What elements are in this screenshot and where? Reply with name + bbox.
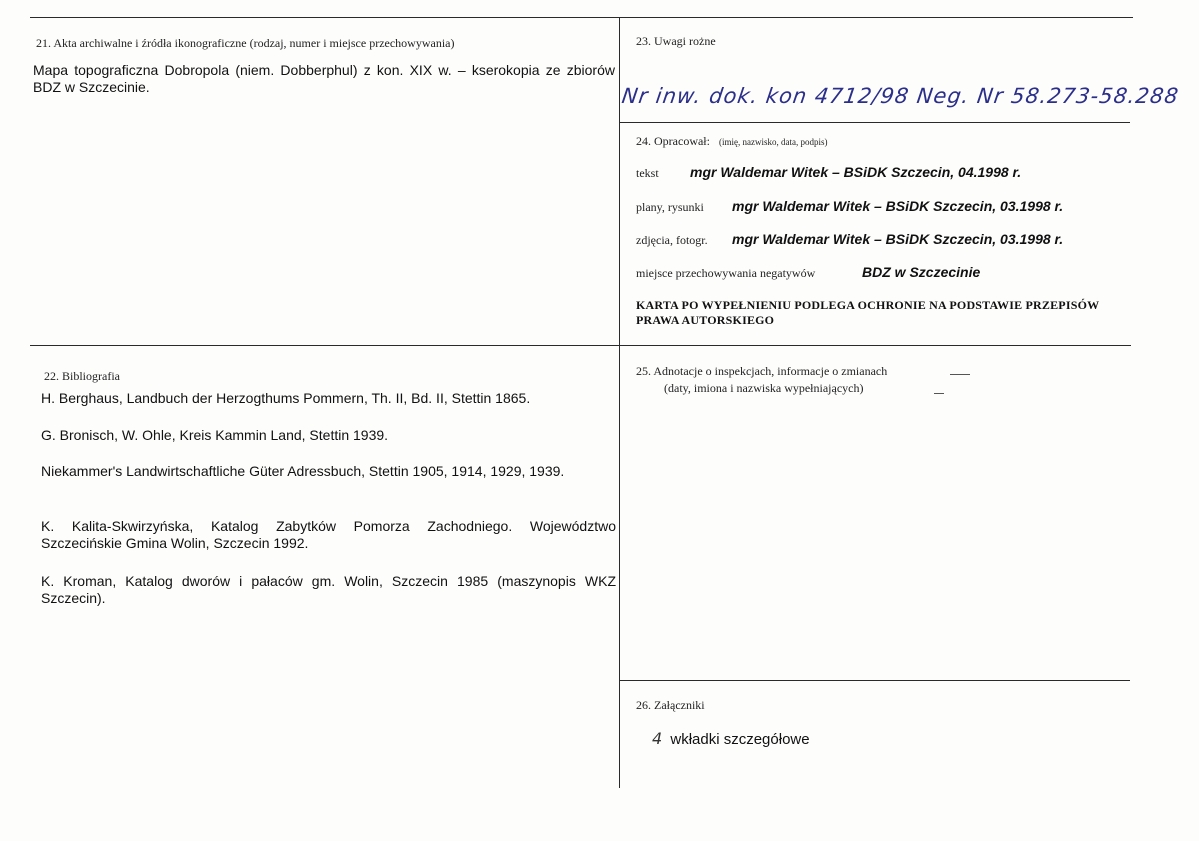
section22-label: 22. Bibliografia xyxy=(44,369,120,383)
section24-row-label: miejsce przechowywania negatywów xyxy=(636,266,816,280)
section21-label: 21. Akta archiwalne i źródła ikonograficzne (rodzaj, numer i miejsce przechowywania) xyxy=(36,36,455,50)
blank-line xyxy=(950,374,970,375)
section25-label-line2: (daty, imiona i nazwiska wypełniających) xyxy=(664,381,864,395)
middle-border xyxy=(30,345,1131,346)
section24-row-value: mgr Waldemar Witek – BSiDK Szczecin, 03.1998 r. xyxy=(732,231,1064,247)
section24-row-label: zdjęcia, fotogr. xyxy=(636,233,708,247)
section24-row-value: BDZ w Szczecinie xyxy=(862,264,981,280)
section26-attachments xyxy=(652,730,810,748)
section26-label: 26. Załączniki xyxy=(636,698,705,712)
center-divider xyxy=(619,17,620,788)
attachment-description: wkładki szczegółowe xyxy=(670,731,810,748)
section26-top-border xyxy=(620,680,1130,681)
bibliography-entry: Niekammer's Landwirtschaftliche Güter Adressbuch, Stettin 1905, 1914, 1929, 1939. xyxy=(41,463,565,479)
section23-bottom-border xyxy=(620,122,1130,123)
top-border xyxy=(30,17,1133,18)
bibliography-entry: K. Kalita-Skwirzyńska, Katalog Zabytków Pomorza Zachodniego. Województwo Szczecińskie Gmina Wolin, Szczecin 1992. xyxy=(41,518,616,551)
section24-row-value: mgr Waldemar Witek – BSiDK Szczecin, 03.1998 r. xyxy=(732,198,1064,214)
section24-label-main: 24. Opracował: xyxy=(636,134,710,148)
section24-label xyxy=(636,134,827,149)
section24-row-label: tekst xyxy=(636,166,659,180)
section24-label-sub: (imię, nazwisko, data, podpis) xyxy=(718,137,828,147)
section21-text: Mapa topograficzna Dobropola (niem. Dobberphul) z kon. XIX w. – kserokopia ze zbiorów BDZ w Szczecinie. xyxy=(33,62,615,95)
bibliography-entry: K. Kroman, Katalog dworów i pałaców gm. Wolin, Szczecin 1985 (maszynopis WKZ Szczecin). xyxy=(41,573,616,606)
copyright-notice-line2: PRAWA AUTORSKIEGO xyxy=(636,313,775,327)
bibliography-entry: H. Berghaus, Landbuch der Herzogthums Pommern, Th. II, Bd. II, Stettin 1865. xyxy=(41,390,531,406)
bibliography-entry: G. Bronisch, W. Ohle, Kreis Kammin Land, Stettin 1939. xyxy=(41,427,389,443)
section23-handwriting: Nr inw. dok. kon 4712/98 Neg. Nr 58.273-58.288 xyxy=(620,84,1181,108)
section24-row-label: plany, rysunki xyxy=(636,200,704,214)
blank-line xyxy=(934,393,944,394)
section24-row-value: mgr Waldemar Witek – BSiDK Szczecin, 04.1998 r. xyxy=(690,164,1022,180)
section23-label: 23. Uwagi rożne xyxy=(636,34,716,48)
attachment-count: 4 xyxy=(652,729,663,748)
copyright-notice-line1: KARTA PO WYPEŁNIENIU PODLEGA OCHRONIE NA PODSTAWIE PRZEPISÓW xyxy=(636,298,1100,312)
section25-label-line1: 25. Adnotacje o inspekcjach, informacje o zmianach xyxy=(636,364,888,378)
